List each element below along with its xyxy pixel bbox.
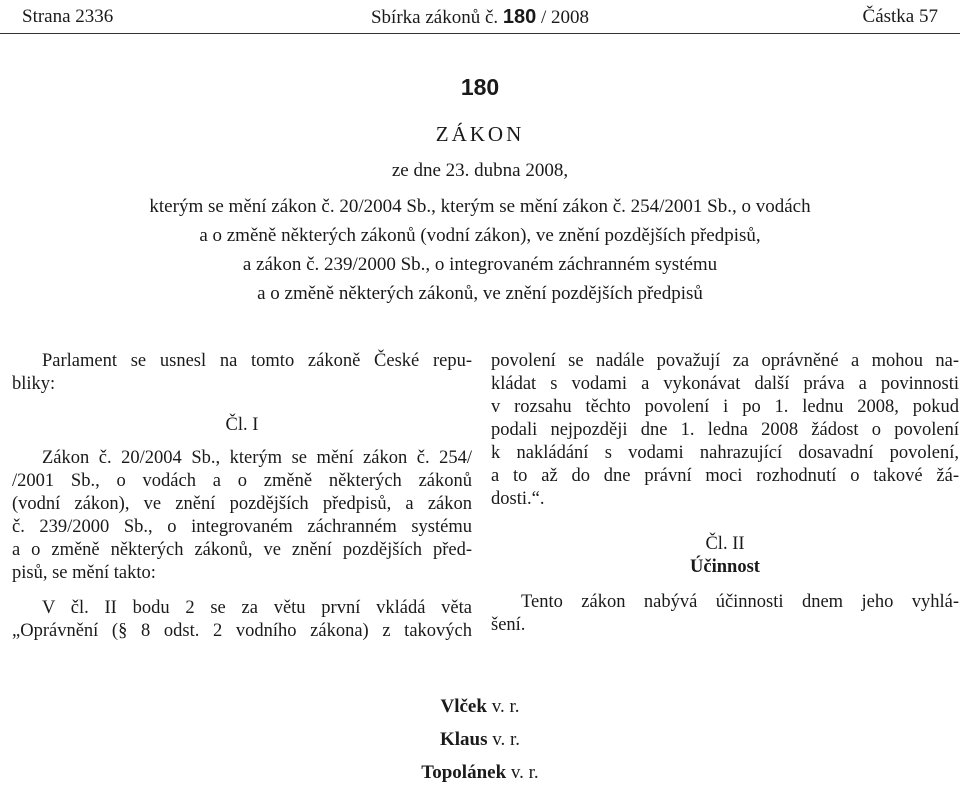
- text-line: kládat s vodami a vykonávat další práva a povinnosti: [491, 374, 959, 394]
- text-line: v rozsahu těchto povolení i po 1. lednu 2008, pokud: [491, 397, 959, 417]
- signature-suffix: v. r.: [510, 762, 539, 783]
- text-line: povolení se nadále považují za oprávněné a mohou na-: [491, 351, 959, 371]
- signature-suffix: v. r.: [491, 696, 520, 717]
- text-line: a o změně některých zákonů, ve znění pozdějších před-: [12, 540, 472, 560]
- text-line: podali nejpozději dne 1. ledna 2008 žádost o povolení: [491, 420, 959, 440]
- collection-reference: [22, 6, 938, 29]
- amendment-paragraph: [12, 597, 472, 643]
- text-line: šení.: [491, 615, 526, 635]
- text-line: k nakládání s vodami nahrazující dosavadní povolení,: [491, 443, 959, 463]
- text-line: č. 239/2000 Sb., o integrovaném záchranném systému: [12, 517, 472, 537]
- text-line: bliky:: [12, 374, 56, 394]
- article-1-heading: Čl. I: [225, 415, 259, 435]
- law-type: ZÁKON: [435, 122, 525, 146]
- subject-line: kterým se mění zákon č. 20/2004 Sb., kterým se mění zákon č. 254/2001 Sb., o vodách: [149, 196, 811, 217]
- text-line: Parlament se usnesl na tomto zákoně České repu-: [42, 351, 472, 371]
- text-line: /2001 Sb., o vodách a o změně některých zákonů: [12, 471, 472, 491]
- article-2-title: Účinnost: [690, 557, 760, 577]
- subject-line: a o změně některých zákonů (vodní zákon), ve znění pozdějších předpisů,: [199, 225, 761, 246]
- signature-name: Topolánek: [421, 762, 507, 783]
- header-rule: [0, 33, 960, 34]
- collection-number: 180: [502, 6, 537, 28]
- subject-line: a zákon č. 239/2000 Sb., o integrovaném záchranném systému: [242, 254, 718, 275]
- law-date: ze dne 23. dubna 2008,: [391, 160, 569, 181]
- signature-name: Klaus: [439, 729, 488, 750]
- left-column: [12, 350, 472, 643]
- text-line: Tento zákon nabývá účinnosti dnem jeho vyhlá-: [521, 592, 959, 612]
- text-line: V čl. II bodu 2 se za větu první vkládá věta: [42, 598, 472, 618]
- signature-suffix: v. r.: [492, 729, 521, 750]
- right-column: [491, 350, 959, 637]
- text-line: (vodní zákon), ve znění pozdějších předpisů, a zákon: [12, 494, 472, 514]
- page-header: [22, 6, 938, 28]
- continuation-paragraph: [491, 350, 959, 511]
- text-line: dosti.“.: [491, 489, 545, 509]
- part-number: Částka 57: [862, 6, 938, 27]
- article-2-paragraph: [491, 591, 959, 637]
- signature-topolanek: [0, 756, 960, 789]
- article-2-heading: Čl. II: [705, 534, 745, 554]
- text-line: Zákon č. 20/2004 Sb., kterým se mění zákon č. 254/: [42, 448, 472, 468]
- collection-prefix: Sbírka zákonů č.: [370, 7, 499, 28]
- text-line: pisů, se mění takto:: [12, 563, 156, 583]
- law-subject: [0, 192, 960, 308]
- collection-suffix: / 2008: [541, 7, 590, 28]
- signature-klaus: [0, 723, 960, 756]
- article-1-paragraph: [12, 447, 472, 585]
- signatures: [0, 690, 960, 789]
- intro-paragraph: [12, 350, 472, 396]
- page-number: Strana 2336: [22, 6, 114, 27]
- law-number: 180: [460, 74, 500, 100]
- text-line: a to až do dne právní moci rozhodnutí o takové žá-: [491, 466, 959, 486]
- text-line: „Oprávnění (§ 8 odst. 2 vodního zákona) z takových: [12, 621, 472, 641]
- signature-name: Vlček: [440, 696, 487, 717]
- subject-line: a o změně některých zákonů, ve znění pozdějších předpisů: [257, 283, 703, 304]
- signature-vlcek: [0, 690, 960, 723]
